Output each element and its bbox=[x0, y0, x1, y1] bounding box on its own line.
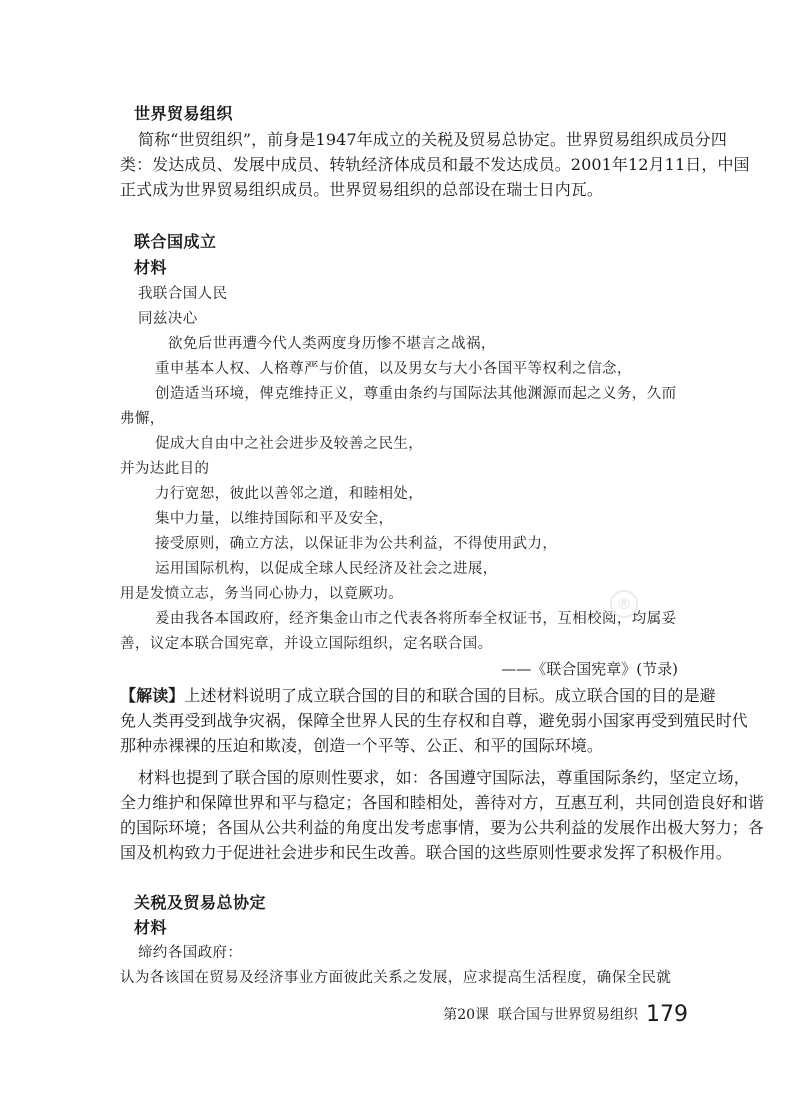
quote-line: 欲免后世再遭今代人类两度身历惨不堪言之战祸， bbox=[168, 336, 496, 352]
quote-line: 缔约各国政府： bbox=[138, 945, 243, 961]
quote-line: 力行宽恕，彼此以善邻之道，和睦相处， bbox=[155, 486, 424, 502]
page-footer bbox=[443, 1003, 688, 1027]
paragraph-line: 那种赤裸裸的压迫和欺凌，创造一个平等、公正、和平的国际环境。 bbox=[120, 736, 604, 755]
paragraph-line: 类：发达成员、发展中成员、转轨经济体成员和最不发达成员。2001年12月11日，中国 bbox=[120, 155, 750, 174]
lesson-number: 第20课 bbox=[443, 1007, 490, 1023]
paragraph-line: 简称“世贸组织”，前身是1947年成立的关税及贸易总协定。世界贸易组织成员分四 bbox=[138, 130, 727, 149]
paragraph-line: 正式成为世界贸易组织成员。世界贸易组织的总部设在瑞士日内瓦。 bbox=[120, 180, 604, 199]
paragraph-line: 的国际环境；各国从公共利益的角度出发考虑事情，要为公共利益的发展作出极大努力；各 bbox=[120, 818, 765, 837]
interpretation-text: 上述材料说明了成立联合国的目的和联合国的目标。成立联合国的目的是避 bbox=[184, 686, 716, 705]
material-label: 材料 bbox=[134, 258, 168, 277]
quote-line: 接受原则，确立方法，以保证非为公共利益，不得使用武力， bbox=[155, 536, 558, 552]
interpretation-label: 【解读】 bbox=[120, 686, 185, 705]
quote-line: 重申基本人权、人格尊严与价值，以及男女与大小各国平等权利之信念， bbox=[155, 361, 632, 377]
quote-line: 我联合国人民 bbox=[138, 286, 228, 302]
quote-line: 用是发愤立志，务当同心协力，以竟厥功。 bbox=[120, 586, 404, 602]
quote-line: 并为达此目的 bbox=[120, 461, 210, 477]
quote-line: 爰由我各本国政府，经齐集金山市之代表各将所奉全权证书，互相校阅，均属妥 bbox=[155, 611, 677, 627]
material-label: 材料 bbox=[134, 918, 168, 937]
paragraph-line: 全力维护和保障世界和平与稳定；各国和睦相处，善待对方，互惠互利，共同创造良好和谐 bbox=[120, 793, 765, 812]
section-heading-un: 联合国成立 bbox=[134, 232, 217, 251]
paragraph-line: 国及机构致力于促进社会进步和民生改善。联合国的这些原则性要求发挥了积极作用。 bbox=[120, 843, 732, 862]
quote-line: 同兹决心 bbox=[138, 311, 198, 327]
paragraph-line: 免人类再受到战争灾祸，保障全世界人民的生存权和自尊，避免弱小国家再受到殖民时代 bbox=[120, 711, 748, 730]
quote-line: 善，议定本联合国宪章，并设立国际组织，定名联合国。 bbox=[120, 636, 493, 652]
quote-line: 创造适当环境，俾克维持正义，尊重由条约与国际法其他渊源而起之义务，久而 bbox=[155, 386, 677, 402]
quote-source: ——《联合国宪章》(节录) bbox=[501, 660, 678, 678]
quote-line: 促成大自由中之社会进步及较善之民生， bbox=[155, 436, 424, 452]
quote-line: 认为各该国在贸易及经济事业方面彼此关系之发展，应求提高生活程度，确保全民就 bbox=[120, 970, 672, 986]
section-heading-wto: 世界贸易组织 bbox=[134, 104, 234, 123]
lesson-title: 联合国与世界贸易组织 bbox=[498, 1007, 638, 1023]
quote-line: 弗懈， bbox=[120, 411, 165, 427]
interpretation-first-line bbox=[120, 686, 716, 706]
paragraph-line: 材料也提到了联合国的原则性要求，如：各国遵守国际法，尊重国际条约，坚定立场， bbox=[138, 768, 750, 787]
registered-watermark-icon: ® bbox=[610, 590, 638, 618]
quote-line: 运用国际机构，以促成全球人民经济及社会之进展， bbox=[155, 561, 498, 577]
section-heading-gatt: 关税及贸易总协定 bbox=[134, 893, 267, 912]
quote-line: 集中力量，以维持国际和平及安全， bbox=[155, 511, 394, 527]
page-number: 179 bbox=[646, 1002, 688, 1027]
